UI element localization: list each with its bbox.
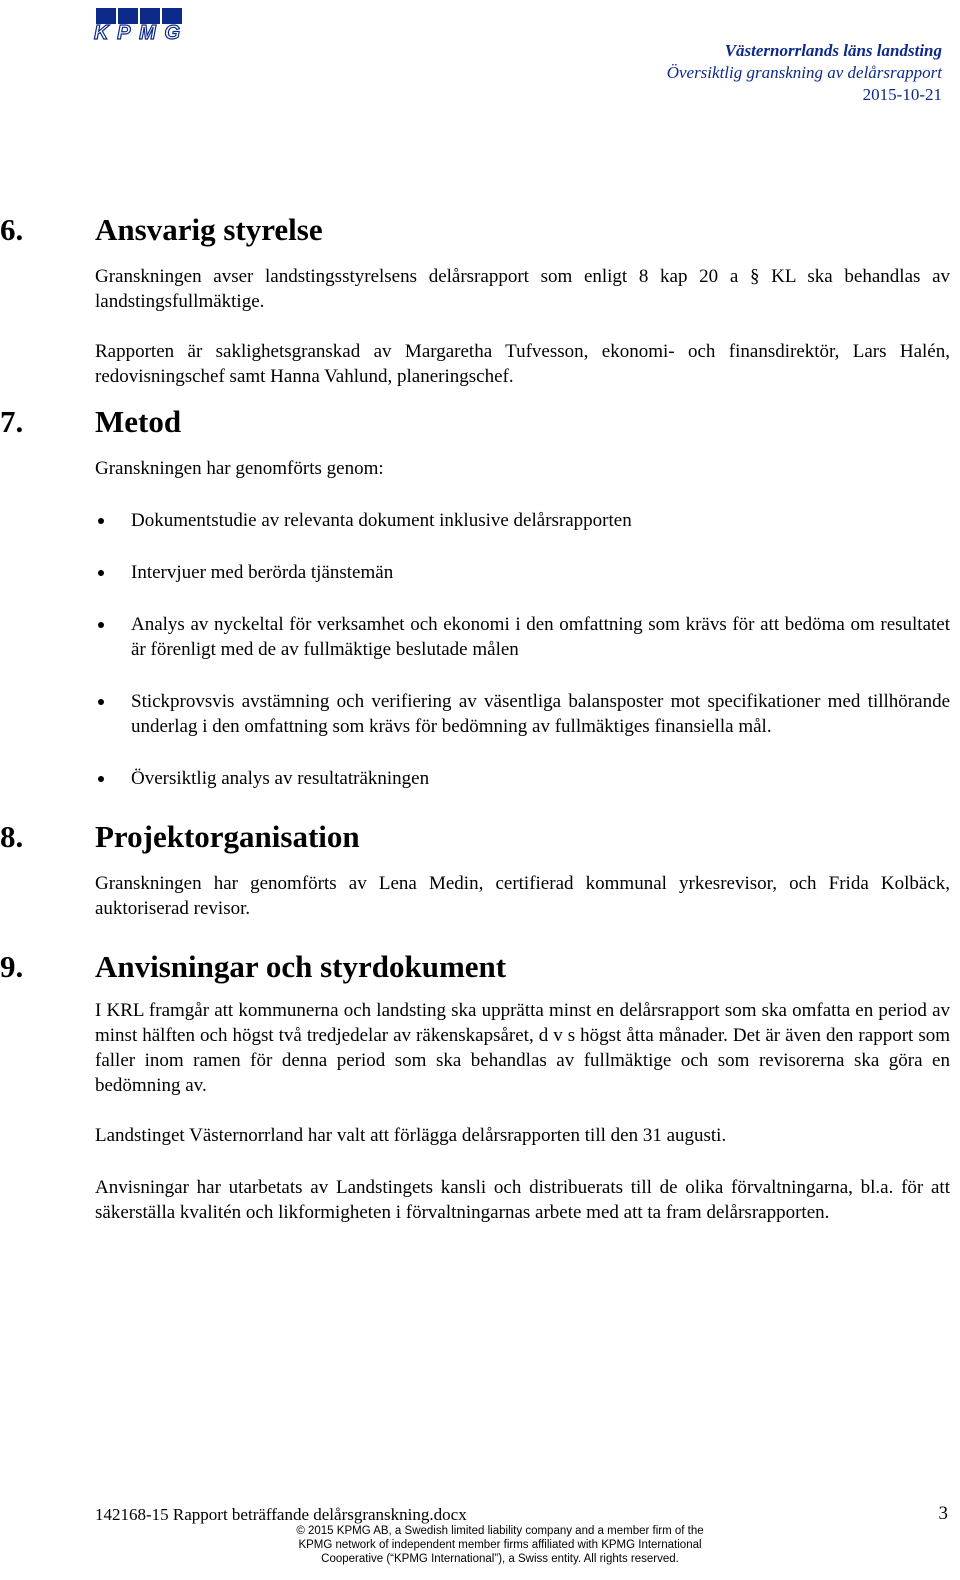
- list-item: [0, 560, 960, 585]
- list-item-text: Stickprovsvis avstämning och verifiering av väsentliga balansposter mot specifikationer med tillhörande underlag i den omfattning som krävs för bedömning av fullmäktiges finansiella mål.: [131, 691, 950, 737]
- section-title: Metod: [95, 404, 182, 439]
- copyright-line: KPMG network of independent member firms affiliated with KPMG International: [298, 1539, 702, 1551]
- section-6-paragraph-1: Granskningen avser landstingsstyrelsens delårsrapport som enligt 8 kap 20 a § KL ska behandlas av landstingsfullmäktige.: [95, 266, 950, 312]
- section-title: Projektorganisation: [95, 819, 360, 854]
- section-8-heading: [0, 817, 960, 857]
- list-item: [0, 689, 960, 739]
- list-item: [0, 612, 960, 662]
- section-9-paragraph-2: Landstinget Västernorrland har valt att förlägga delårsrapporten till den 31 augusti.: [95, 1125, 727, 1146]
- list-item: [0, 766, 960, 791]
- header-date: 2015-10-21: [862, 85, 942, 104]
- bullet-icon: [98, 699, 104, 705]
- section-number: 6.: [0, 212, 24, 247]
- kpmg-logo-text: KPMG: [94, 22, 180, 42]
- section-9-heading: [0, 947, 960, 987]
- section-number: 9.: [0, 949, 24, 984]
- section-9-paragraph-1: I KRL framgår att kommunerna och landsting ska upprätta minst en delårsrapport som ska omfatta en period av minst hälften och högst två tredjedelar av räkenskapsåret, d v s högst åtta månader. Det är även den rapport som faller inom ramen för denna period som ska behandlas av fullmäktige och som revisorerna ska göra en bedömning av.: [95, 1000, 950, 1096]
- section-7-intro: Granskningen har genomförts genom:: [95, 458, 384, 479]
- copyright-line: © 2015 KPMG AB, a Swedish limited liability company and a member firm of the: [296, 1525, 704, 1537]
- list-item-text: Analys av nyckeltal för verksamhet och ekonomi i den omfattning som krävs för att bedöma om resultatet är förenligt med de av fullmäktige beslutade målen: [131, 614, 950, 660]
- page-number: 3: [938, 1503, 948, 1524]
- header-organization: Västernorrlands läns landsting: [724, 41, 942, 60]
- section-6-heading: [0, 210, 960, 250]
- bullet-icon: [98, 570, 104, 576]
- section-9-paragraph-3: Anvisningar har utarbetats av Landstingets kansli och distribuerats till de olika förvaltningarna, bl.a. för att säkerställa kvalitén och likformigheten i förvaltningarnas arbete med att ta fram delårsrapporten.: [95, 1177, 950, 1223]
- list-item-text: Intervjuer med berörda tjänstemän: [131, 562, 394, 583]
- method-bullet-list: [0, 508, 960, 791]
- bullet-icon: [98, 518, 104, 524]
- copyright-line: Cooperative (“KPMG International”), a Swiss entity. All rights reserved.: [321, 1553, 679, 1565]
- kpmg-logo: [92, 8, 184, 42]
- section-7-heading: [0, 402, 960, 442]
- section-title: Anvisningar och styrdokument: [95, 949, 507, 984]
- list-item-text: Översiktlig analys av resultaträkningen: [131, 768, 430, 789]
- footer-document-reference: 142168-15 Rapport beträffande delårsgranskning.docx: [95, 1505, 467, 1524]
- list-item-text: Dokumentstudie av relevanta dokument inklusive delårsrapporten: [131, 510, 632, 531]
- document-header: [667, 40, 942, 106]
- section-6-paragraph-2: Rapporten är saklighetsgranskad av Margaretha Tufvesson, ekonomi- och finansdirektör, Lars Halén, redovisningschef samt Hanna Vahlund, planeringschef.: [95, 341, 950, 387]
- bullet-icon: [98, 622, 104, 628]
- bullet-icon: [98, 776, 104, 782]
- document-body: [0, 210, 960, 1225]
- section-8-paragraph-1: Granskningen har genomförts av Lena Medin, certifierad kommunal yrkesrevisor, och Frida Kolbäck, auktoriserad revisor.: [95, 873, 950, 919]
- kpmg-logo-mark: [92, 8, 184, 42]
- header-report-title: Översiktlig granskning av delårsrapport: [666, 63, 942, 82]
- footer-copyright: [260, 1524, 740, 1566]
- section-number: 8.: [0, 819, 24, 854]
- section-title: Ansvarig styrelse: [95, 212, 323, 247]
- list-item: [0, 508, 960, 533]
- section-number: 7.: [0, 404, 24, 439]
